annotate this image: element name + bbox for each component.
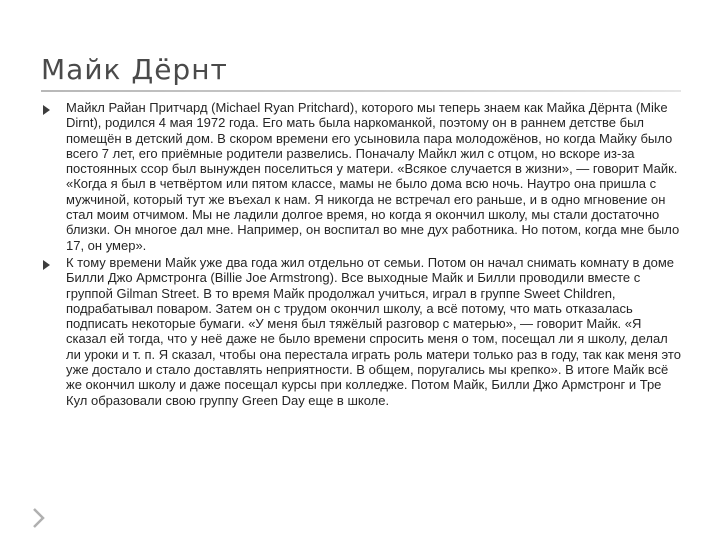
triangle-bullet-icon [43,260,50,270]
slide-title: Майк Дёрнт [41,53,228,86]
bullet-text: Майкл Райан Притчард (Michael Ryan Pritchard), которого мы теперь знаем как Майка Дёрнта (Mike Dirnt), родился 4 мая 1972 года. Его мать была наркоманкой, поэтому он в раннем детстве был помещён в детский дом. В скором времени его усыновила пара молодожёнов, но когда Майку было всего 7 лет, его приёмные родители развелись. Поначалу Майкл жил с отцом, но вскоре из-за постоянных ссор был вынужден поселиться у матери. «Всякое случается в жизни», — говорит Майк. «Когда я был в четвёртом или пятом классе, мамы не было дома всю ночь. Наутро она пришла с мужчиной, который тут же въехал к нам. Я никогда не встречал его раньше, и в одно мгновение он стал моим отчимом. Мы не ладили долгое время, но когда я окончил школу, мы стали достаточно близки. Он многое дал мне. Например, он воспитал во мне дух работника. Но потом, когда мне было 17, он умер». [66,100,680,253]
triangle-bullet-icon [43,105,50,115]
bullet-text: К тому времени Майк уже два года жил отдельно от семьи. Потом он начал снимать комнату в доме Билли Джо Армстронга (Billie Joe Armstrong). Все выходные Майк и Билли проводили вместе с группой Gilman Street. В то время Майк продолжал учиться, играл в группе Sweet Children, подрабатывал поваром. Затем он с трудом окончил школу, а всё потому, что мать отказалась подписать некоторые бумаги. «У меня был тяжёлый разговор с матерью», — говорит Майк. «Я сказал ей тогда, что у неё даже не было времени спросить меня о том, посещал ли я школу, делал ли уроки и т. п. Я сказал, чтобы она перестала играть роль матери только раз в году, так как меня это уже достало и стало доставлять неприятности. В общем, поругались мы крепко». В итоге Майк всё же окончил школу и даже посещал курсы при колледже. Потом Майк, Билли Джо Армстронг и Тре Кул образовали свою группу Green Day еще в школе. [66,254,681,408]
slide-navigation-icon[interactable] [33,508,45,528]
bullet-list [42,100,682,410]
title-divider [41,90,681,92]
bullet-item [42,255,682,408]
bullet-item [42,100,682,253]
